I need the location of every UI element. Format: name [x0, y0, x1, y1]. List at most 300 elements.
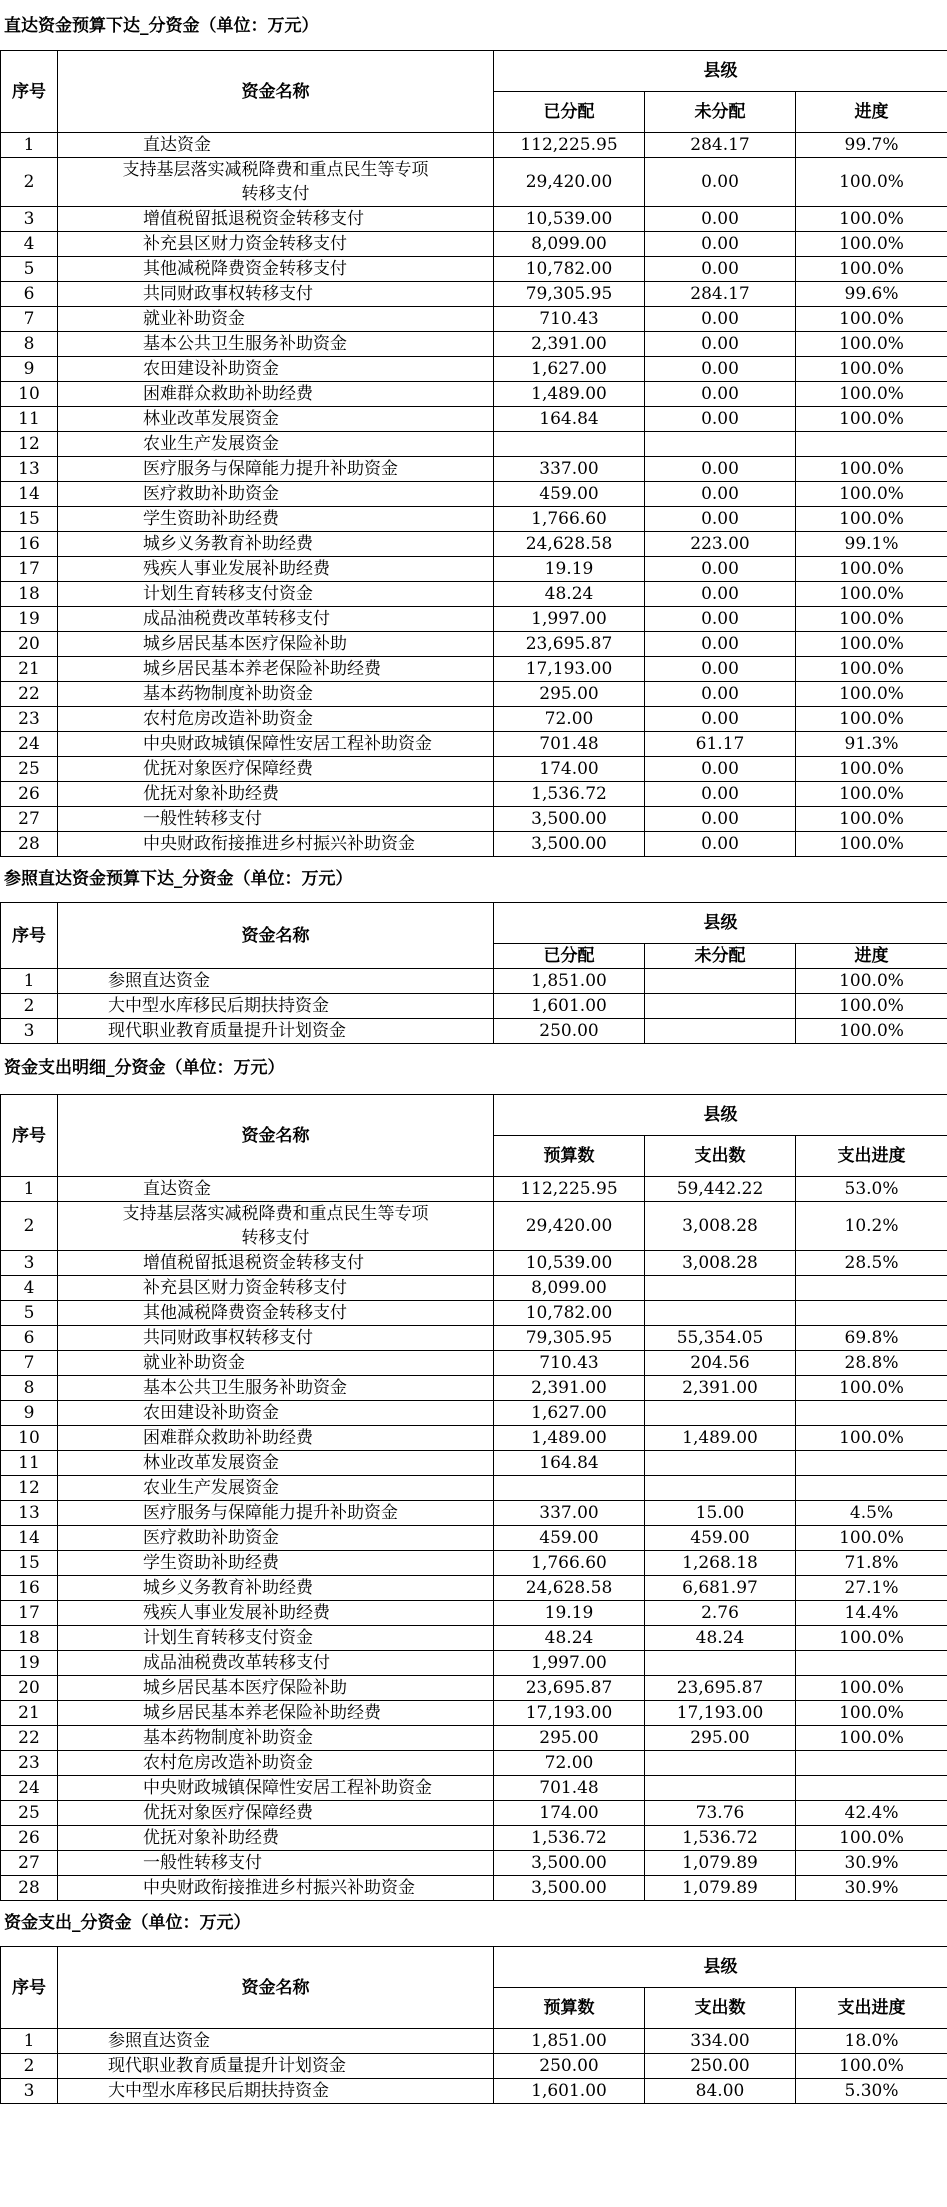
row-name: 中央财政城镇保障性安居工程补助资金 — [58, 1776, 494, 1801]
table-row — [1, 832, 947, 857]
row-value-a: 112,225.95 — [494, 133, 645, 158]
header-spent: 支出数 — [645, 1988, 796, 2029]
row-value-b: 1,079.89 — [645, 1851, 796, 1876]
header-county: 县级 — [494, 903, 947, 944]
row-value-c — [796, 1751, 947, 1776]
row-value-a: 1,766.60 — [494, 1551, 645, 1576]
row-name: 成品油税费改革转移支付 — [58, 607, 494, 632]
row-value-c: 30.9% — [796, 1876, 947, 1901]
table-row — [1, 2079, 947, 2104]
row-seq: 11 — [1, 407, 58, 432]
row-value-c: 100.0% — [796, 969, 947, 994]
row-name-line: 支持基层落实减税降费和重点民生等专项 — [122, 160, 429, 180]
row-value-a: 79,305.95 — [494, 282, 645, 307]
row-seq: 6 — [1, 1326, 58, 1351]
table-row — [1, 1876, 947, 1901]
row-name: 城乡居民基本医疗保险补助 — [58, 632, 494, 657]
row-value-b — [645, 1019, 796, 1044]
table-row — [1, 1476, 947, 1501]
row-name: 现代职业教育质量提升计划资金 — [58, 2054, 494, 2079]
row-name: 现代职业教育质量提升计划资金 — [58, 1019, 494, 1044]
table-row — [1, 1426, 947, 1451]
row-seq: 9 — [1, 1401, 58, 1426]
header-name: 资金名称 — [58, 903, 494, 969]
table-row — [1, 1326, 947, 1351]
header-progress: 进度 — [796, 92, 947, 133]
row-seq: 24 — [1, 1776, 58, 1801]
header-seq: 序号 — [1, 51, 58, 133]
row-seq: 1 — [1, 1177, 58, 1202]
row-value-c: 14.4% — [796, 1601, 947, 1626]
row-value-c: 4.5% — [796, 1501, 947, 1526]
row-value-b: 59,442.22 — [645, 1177, 796, 1202]
row-seq: 7 — [1, 1351, 58, 1376]
row-seq: 8 — [1, 1376, 58, 1401]
row-seq: 13 — [1, 457, 58, 482]
row-value-a: 710.43 — [494, 1351, 645, 1376]
row-name: 残疾人事业发展补助经费 — [58, 557, 494, 582]
table-row — [1, 207, 947, 232]
row-value-a: 1,627.00 — [494, 357, 645, 382]
row-value-a: 10,782.00 — [494, 257, 645, 282]
row-name: 基本药物制度补助资金 — [58, 682, 494, 707]
row-value-b: 0.00 — [645, 507, 796, 532]
row-value-a: 174.00 — [494, 1801, 645, 1826]
header-name: 资金名称 — [58, 51, 494, 133]
row-name: 医疗救助补助资金 — [58, 482, 494, 507]
row-value-b: 0.00 — [645, 407, 796, 432]
row-value-a: 3,500.00 — [494, 1851, 645, 1876]
table-row — [1, 282, 947, 307]
row-seq: 23 — [1, 707, 58, 732]
row-value-a: 72.00 — [494, 707, 645, 732]
row-value-a: 1,601.00 — [494, 2079, 645, 2104]
row-value-a: 1,489.00 — [494, 1426, 645, 1451]
row-seq: 3 — [1, 1251, 58, 1276]
row-value-a: 29,420.00 — [494, 1202, 645, 1251]
row-seq: 2 — [1, 1202, 58, 1251]
row-value-b — [645, 994, 796, 1019]
row-value-a: 10,539.00 — [494, 1251, 645, 1276]
row-value-c: 91.3% — [796, 732, 947, 757]
row-value-c: 100.0% — [796, 1019, 947, 1044]
row-value-a: 250.00 — [494, 1019, 645, 1044]
row-name: 城乡居民基本养老保险补助经费 — [58, 657, 494, 682]
row-value-a: 1,536.72 — [494, 782, 645, 807]
row-value-c: 30.9% — [796, 1851, 947, 1876]
row-value-b: 284.17 — [645, 133, 796, 158]
row-value-a: 23,695.87 — [494, 1676, 645, 1701]
table-body — [1, 2029, 947, 2104]
table-row — [1, 1276, 947, 1301]
row-value-a: 1,489.00 — [494, 382, 645, 407]
table-row — [1, 1676, 947, 1701]
row-value-a: 337.00 — [494, 457, 645, 482]
row-value-b: 15.00 — [645, 1501, 796, 1526]
row-value-a: 10,539.00 — [494, 207, 645, 232]
row-value-c: 100.0% — [796, 407, 947, 432]
row-name: 基本公共卫生服务补助资金 — [58, 332, 494, 357]
table-row — [1, 133, 947, 158]
row-value-a: 1,851.00 — [494, 969, 645, 994]
row-value-c: 100.0% — [796, 1626, 947, 1651]
header-seq: 序号 — [1, 1947, 58, 2029]
row-name: 城乡义务教育补助经费 — [58, 1576, 494, 1601]
row-seq: 9 — [1, 357, 58, 382]
row-name: 医疗服务与保障能力提升补助资金 — [58, 1501, 494, 1526]
row-value-b: 0.00 — [645, 207, 796, 232]
row-value-c — [796, 1276, 947, 1301]
row-value-a: 10,782.00 — [494, 1301, 645, 1326]
row-value-b: 73.76 — [645, 1801, 796, 1826]
table-row — [1, 782, 947, 807]
row-value-a: 29,420.00 — [494, 158, 645, 207]
table-body — [1, 1177, 947, 1901]
row-seq: 25 — [1, 757, 58, 782]
row-value-c: 100.0% — [796, 632, 947, 657]
row-name: 计划生育转移支付资金 — [58, 582, 494, 607]
row-value-a: 1,601.00 — [494, 994, 645, 1019]
row-value-a: 1,627.00 — [494, 1401, 645, 1426]
row-value-c: 100.0% — [796, 1701, 947, 1726]
row-name: 直达资金 — [58, 133, 494, 158]
row-name: 大中型水库移民后期扶持资金 — [58, 994, 494, 1019]
table-row — [1, 2054, 947, 2079]
row-value-a: 8,099.00 — [494, 232, 645, 257]
row-value-a: 3,500.00 — [494, 832, 645, 857]
row-value-b: 0.00 — [645, 782, 796, 807]
row-seq: 2 — [1, 158, 58, 207]
row-value-b: 0.00 — [645, 307, 796, 332]
row-value-b: 23,695.87 — [645, 1676, 796, 1701]
row-value-b: 0.00 — [645, 807, 796, 832]
row-value-b: 0.00 — [645, 832, 796, 857]
table-row — [1, 257, 947, 282]
row-value-b: 0.00 — [645, 158, 796, 207]
row-seq: 14 — [1, 482, 58, 507]
row-value-a: 250.00 — [494, 2054, 645, 2079]
row-value-a: 24,628.58 — [494, 532, 645, 557]
row-name: 基本药物制度补助资金 — [58, 1726, 494, 1751]
row-seq: 15 — [1, 507, 58, 532]
row-seq: 11 — [1, 1451, 58, 1476]
row-seq: 10 — [1, 1426, 58, 1451]
table-row — [1, 432, 947, 457]
row-value-b — [645, 1651, 796, 1676]
row-value-b: 295.00 — [645, 1726, 796, 1751]
table-row — [1, 757, 947, 782]
header-seq: 序号 — [1, 903, 58, 969]
section-title: 参照直达资金预算下达_分资金（单位：万元） — [4, 869, 353, 889]
direct-funds-budget-table — [0, 50, 947, 857]
header-row — [1, 1947, 947, 1988]
row-value-c: 28.8% — [796, 1351, 947, 1376]
row-value-c: 100.0% — [796, 657, 947, 682]
row-seq: 28 — [1, 1876, 58, 1901]
row-value-c: 100.0% — [796, 357, 947, 382]
row-value-a: 3,500.00 — [494, 807, 645, 832]
row-value-b: 334.00 — [645, 2029, 796, 2054]
row-seq: 16 — [1, 532, 58, 557]
row-seq: 7 — [1, 307, 58, 332]
table-row — [1, 657, 947, 682]
table-row — [1, 557, 947, 582]
row-value-a: 1,766.60 — [494, 507, 645, 532]
row-name: 困难群众救助补助经费 — [58, 382, 494, 407]
row-name: 就业补助资金 — [58, 307, 494, 332]
row-name: 就业补助资金 — [58, 1351, 494, 1376]
table-row — [1, 1301, 947, 1326]
table-row — [1, 1177, 947, 1202]
row-seq: 20 — [1, 1676, 58, 1701]
row-seq: 21 — [1, 657, 58, 682]
row-name: 城乡居民基本医疗保险补助 — [58, 1676, 494, 1701]
table-row — [1, 707, 947, 732]
row-name: 医疗救助补助资金 — [58, 1526, 494, 1551]
row-value-b — [645, 1401, 796, 1426]
table-row — [1, 2029, 947, 2054]
row-name: 优抚对象补助经费 — [58, 1826, 494, 1851]
table-row — [1, 682, 947, 707]
table-row — [1, 1376, 947, 1401]
row-value-c: 100.0% — [796, 382, 947, 407]
row-name: 共同财政事权转移支付 — [58, 282, 494, 307]
row-name: 参照直达资金 — [58, 969, 494, 994]
table-row — [1, 1576, 947, 1601]
row-value-b: 0.00 — [645, 682, 796, 707]
row-value-c: 100.0% — [796, 782, 947, 807]
row-value-a: 701.48 — [494, 732, 645, 757]
header-unallocated: 未分配 — [645, 92, 796, 133]
row-value-c: 100.0% — [796, 482, 947, 507]
row-value-b: 0.00 — [645, 582, 796, 607]
row-value-a: 1,536.72 — [494, 1826, 645, 1851]
row-name: 直达资金 — [58, 1177, 494, 1202]
row-name: 农田建设补助资金 — [58, 357, 494, 382]
table-body — [1, 969, 947, 1044]
row-value-a: 48.24 — [494, 1626, 645, 1651]
table-row — [1, 1701, 947, 1726]
row-value-c: 5.30% — [796, 2079, 947, 2104]
row-seq: 27 — [1, 1851, 58, 1876]
table-row — [1, 307, 947, 332]
row-value-a: 79,305.95 — [494, 1326, 645, 1351]
row-name: 计划生育转移支付资金 — [58, 1626, 494, 1651]
header-row — [1, 903, 947, 944]
table-row — [1, 457, 947, 482]
row-name: 补充县区财力资金转移支付 — [58, 1276, 494, 1301]
table-row — [1, 507, 947, 532]
row-seq: 26 — [1, 782, 58, 807]
row-name: 农村危房改造补助资金 — [58, 1751, 494, 1776]
row-value-c: 27.1% — [796, 1576, 947, 1601]
row-seq: 5 — [1, 257, 58, 282]
row-value-a: 72.00 — [494, 1751, 645, 1776]
row-name: 优抚对象医疗保障经费 — [58, 1801, 494, 1826]
row-name: 农田建设补助资金 — [58, 1401, 494, 1426]
row-seq: 24 — [1, 732, 58, 757]
row-value-b: 459.00 — [645, 1526, 796, 1551]
row-seq: 8 — [1, 332, 58, 357]
row-name: 补充县区财力资金转移支付 — [58, 232, 494, 257]
row-value-b: 1,536.72 — [645, 1826, 796, 1851]
row-value-b: 0.00 — [645, 607, 796, 632]
row-seq: 22 — [1, 682, 58, 707]
row-name: 增值税留抵退税资金转移支付 — [58, 207, 494, 232]
row-seq: 1 — [1, 969, 58, 994]
row-name: 城乡义务教育补助经费 — [58, 532, 494, 557]
table-row — [1, 407, 947, 432]
row-name: 基本公共卫生服务补助资金 — [58, 1376, 494, 1401]
row-value-c: 100.0% — [796, 1726, 947, 1751]
row-seq: 26 — [1, 1826, 58, 1851]
header-county: 县级 — [494, 1095, 947, 1136]
row-value-c: 100.0% — [796, 507, 947, 532]
table-row — [1, 1019, 947, 1044]
row-seq: 20 — [1, 632, 58, 657]
table-row — [1, 158, 947, 207]
row-value-a: 164.84 — [494, 1451, 645, 1476]
row-value-b: 0.00 — [645, 257, 796, 282]
row-name: 农业生产发展资金 — [58, 1476, 494, 1501]
row-seq: 3 — [1, 207, 58, 232]
row-value-c: 10.2% — [796, 1202, 947, 1251]
table-row — [1, 1551, 947, 1576]
row-value-b: 0.00 — [645, 332, 796, 357]
table-row — [1, 232, 947, 257]
header-county: 县级 — [494, 51, 947, 92]
table-row — [1, 1726, 947, 1751]
row-value-b: 0.00 — [645, 632, 796, 657]
row-value-c — [796, 1476, 947, 1501]
row-value-c — [796, 1401, 947, 1426]
row-value-b: 0.00 — [645, 707, 796, 732]
row-seq: 1 — [1, 2029, 58, 2054]
row-value-a: 710.43 — [494, 307, 645, 332]
section-title: 直达资金预算下达_分资金（单位：万元） — [4, 16, 319, 36]
table-row — [1, 1601, 947, 1626]
table-row — [1, 1776, 947, 1801]
row-value-c: 100.0% — [796, 807, 947, 832]
row-value-b: 1,268.18 — [645, 1551, 796, 1576]
row-seq: 23 — [1, 1751, 58, 1776]
row-seq: 21 — [1, 1701, 58, 1726]
row-value-a: 2,391.00 — [494, 1376, 645, 1401]
row-name: 优抚对象补助经费 — [58, 782, 494, 807]
header-unallocated: 未分配 — [645, 944, 796, 969]
row-value-b: 0.00 — [645, 457, 796, 482]
row-value-b: 0.00 — [645, 357, 796, 382]
row-seq: 6 — [1, 282, 58, 307]
row-value-a: 2,391.00 — [494, 332, 645, 357]
row-value-b: 48.24 — [645, 1626, 796, 1651]
table-row — [1, 1626, 947, 1651]
row-value-a: 337.00 — [494, 1501, 645, 1526]
table-row — [1, 1801, 947, 1826]
header-allocated: 已分配 — [494, 92, 645, 133]
row-seq: 17 — [1, 557, 58, 582]
row-value-b: 0.00 — [645, 382, 796, 407]
row-value-a: 295.00 — [494, 682, 645, 707]
row-value-c: 100.0% — [796, 207, 947, 232]
table-row — [1, 482, 947, 507]
row-name: 共同财政事权转移支付 — [58, 1326, 494, 1351]
header-county: 县级 — [494, 1947, 947, 1988]
row-value-c: 100.0% — [796, 1826, 947, 1851]
row-name: 林业改革发展资金 — [58, 407, 494, 432]
row-seq: 4 — [1, 232, 58, 257]
header-budget: 预算数 — [494, 1136, 645, 1177]
table-row — [1, 332, 947, 357]
row-value-c: 53.0% — [796, 1177, 947, 1202]
row-value-c: 100.0% — [796, 707, 947, 732]
row-value-b: 3,008.28 — [645, 1251, 796, 1276]
row-value-c: 99.6% — [796, 282, 947, 307]
table-row — [1, 807, 947, 832]
row-value-a: 17,193.00 — [494, 657, 645, 682]
row-value-c: 100.0% — [796, 1426, 947, 1451]
table-row — [1, 357, 947, 382]
row-value-a: 8,099.00 — [494, 1276, 645, 1301]
row-seq: 28 — [1, 832, 58, 857]
row-seq: 5 — [1, 1301, 58, 1326]
row-name-line: 转移支付 — [241, 184, 310, 204]
table-row — [1, 1451, 947, 1476]
row-value-b: 1,079.89 — [645, 1876, 796, 1901]
row-value-a: 1,997.00 — [494, 1651, 645, 1676]
row-seq: 27 — [1, 807, 58, 832]
row-seq: 16 — [1, 1576, 58, 1601]
row-value-c: 100.0% — [796, 607, 947, 632]
row-seq: 12 — [1, 432, 58, 457]
row-value-b: 3,008.28 — [645, 1202, 796, 1251]
row-value-c: 100.0% — [796, 682, 947, 707]
row-seq: 3 — [1, 1019, 58, 1044]
section-title: 资金支出明细_分资金（单位：万元） — [4, 1058, 285, 1078]
row-value-a: 174.00 — [494, 757, 645, 782]
row-name: 林业改革发展资金 — [58, 1451, 494, 1476]
row-value-b — [645, 1451, 796, 1476]
row-seq: 2 — [1, 994, 58, 1019]
row-seq: 17 — [1, 1601, 58, 1626]
table-body — [1, 133, 947, 857]
row-value-b: 250.00 — [645, 2054, 796, 2079]
row-value-a: 24,628.58 — [494, 1576, 645, 1601]
fund-expenditure-table — [0, 1946, 947, 2104]
row-name: 中央财政衔接推进乡村振兴补助资金 — [58, 832, 494, 857]
row-value-b: 2,391.00 — [645, 1376, 796, 1401]
row-value-c: 100.0% — [796, 307, 947, 332]
table-row — [1, 969, 947, 994]
row-value-b: 223.00 — [645, 532, 796, 557]
row-value-a: 1,851.00 — [494, 2029, 645, 2054]
row-name-line: 支持基层落实减税降费和重点民生等专项 — [122, 1204, 429, 1224]
row-name: 困难群众救助补助经费 — [58, 1426, 494, 1451]
row-value-b: 0.00 — [645, 757, 796, 782]
row-seq: 22 — [1, 1726, 58, 1751]
row-value-c: 71.8% — [796, 1551, 947, 1576]
reference-direct-funds-budget-table — [0, 902, 947, 1044]
row-value-b — [645, 432, 796, 457]
row-seq: 15 — [1, 1551, 58, 1576]
table-row — [1, 1401, 947, 1426]
row-name: 成品油税费改革转移支付 — [58, 1651, 494, 1676]
row-value-b: 284.17 — [645, 282, 796, 307]
header-name: 资金名称 — [58, 1947, 494, 2029]
row-value-b — [645, 1776, 796, 1801]
row-seq: 14 — [1, 1526, 58, 1551]
table-row — [1, 732, 947, 757]
